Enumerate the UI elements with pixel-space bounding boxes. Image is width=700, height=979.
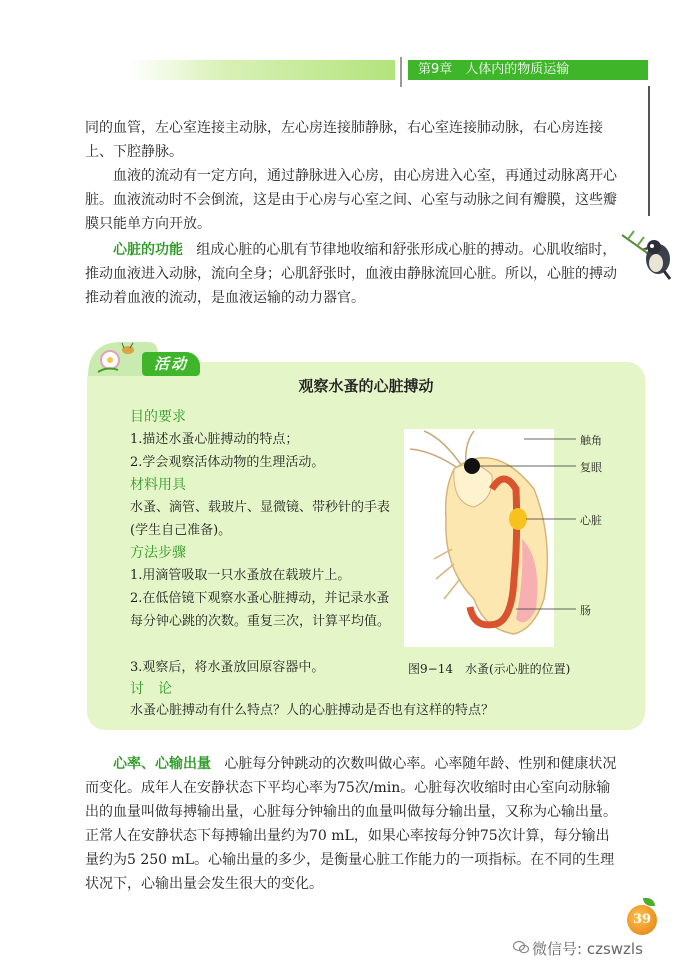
paragraph-4-text: 心脏每分钟跳动的次数叫做心率。心率随年龄、性别和健康状况而变化。成年人在安静状态下平均心率为75次/min。心脏每次收缩时由心室向动脉输出的血量叫做每搏输出量，心脏每分钟输出的血量叫做每分输出量，又称为心输出量。正常人在安静状态下每搏输出量约为70 mL，如果心率按每分钟75次计算，每分输出量约为5 250 mL。心输出量的多少，是衡量心脏工作能力的一项指标。在不同的生理状况下，心输出量会发生很大的变化。 [85, 756, 617, 892]
paragraph-2: 血液的流动有一定方向，通过静脉进入心房，由心房进入心室，再通过动脉离开心脏。血液流动时不会倒流，这是由于心房与心室之间、心室与动脉之间有瓣膜，这些瓣膜只能单方向开放。 [85, 168, 617, 232]
label-gut: 肠 [580, 604, 591, 617]
label-antenna: 触角 [580, 434, 602, 447]
page-number: 39 [627, 905, 657, 935]
activity-label: 活动 [142, 352, 200, 376]
heading-steps: 方法步骤 [130, 545, 186, 561]
step-2: 2.在低倍镜下观察水蚤心脏搏动，并记录水蚤每分钟心跳的次数。重复三次，计算平均值。 [130, 591, 391, 629]
header-gradient-bar [130, 60, 395, 80]
heading-goals: 目的要求 [130, 409, 186, 425]
term-heart-rate: 心率、心输出量 [113, 756, 211, 772]
paragraph-4 [85, 752, 620, 896]
wechat-icon [513, 940, 529, 954]
term-heart-function: 心脏的功能 [113, 242, 183, 258]
discussion-text: 水蚤心脏搏动有什么特点？人的心脏搏动是否也有这样的特点？ [130, 703, 495, 718]
header-divider [400, 57, 402, 87]
step-1: 1.用滴管吸取一只水蚤放在载玻片上。 [130, 568, 351, 583]
watermark: 微信号: czswzls [532, 940, 643, 958]
daphnia-illustration [404, 429, 579, 649]
activity-title: 观察水蚤的心脏搏动 [298, 377, 434, 395]
paragraph-1: 同的血管，左心室连接主动脉，左心房连接肺静脉，右心室连接肺动脉，右心房连接上、下腔静脉。 [85, 120, 603, 160]
goal-2: 2.学会观察活体动物的生理活动。 [130, 455, 325, 470]
goal-1: 1.描述水蚤心脏搏动的特点； [130, 432, 299, 447]
heading-materials: 材料用具 [130, 477, 186, 493]
margin-rule [648, 86, 650, 216]
materials-text: 水蚤、滴管、载玻片、显微镜、带秒针的手表(学生自己准备)。 [130, 500, 391, 538]
chapter-header: 第9章 人体内的物质运输 [408, 60, 648, 80]
label-heart: 心脏 [580, 514, 602, 527]
paragraph-3-text: 组成心脏的心肌有节律地收缩和舒张形成心脏的搏动。心肌收缩时，推动血液进入动脉，流向全身；心肌舒张时，血液由静脉流回心脏。所以，心脏的搏动推动着血液的流动，是血液运输的动力器官。 [85, 242, 617, 306]
paragraph-3 [85, 238, 620, 310]
figure-caption: 图9−14 水蚤(示心脏的位置) [408, 662, 571, 676]
heading-discussion: 讨 论 [130, 681, 172, 697]
label-compound-eye: 复眼 [580, 461, 602, 474]
bird-icon [620, 225, 675, 280]
step-3: 3.观察后，将水蚤放回原容器中。 [130, 660, 325, 675]
